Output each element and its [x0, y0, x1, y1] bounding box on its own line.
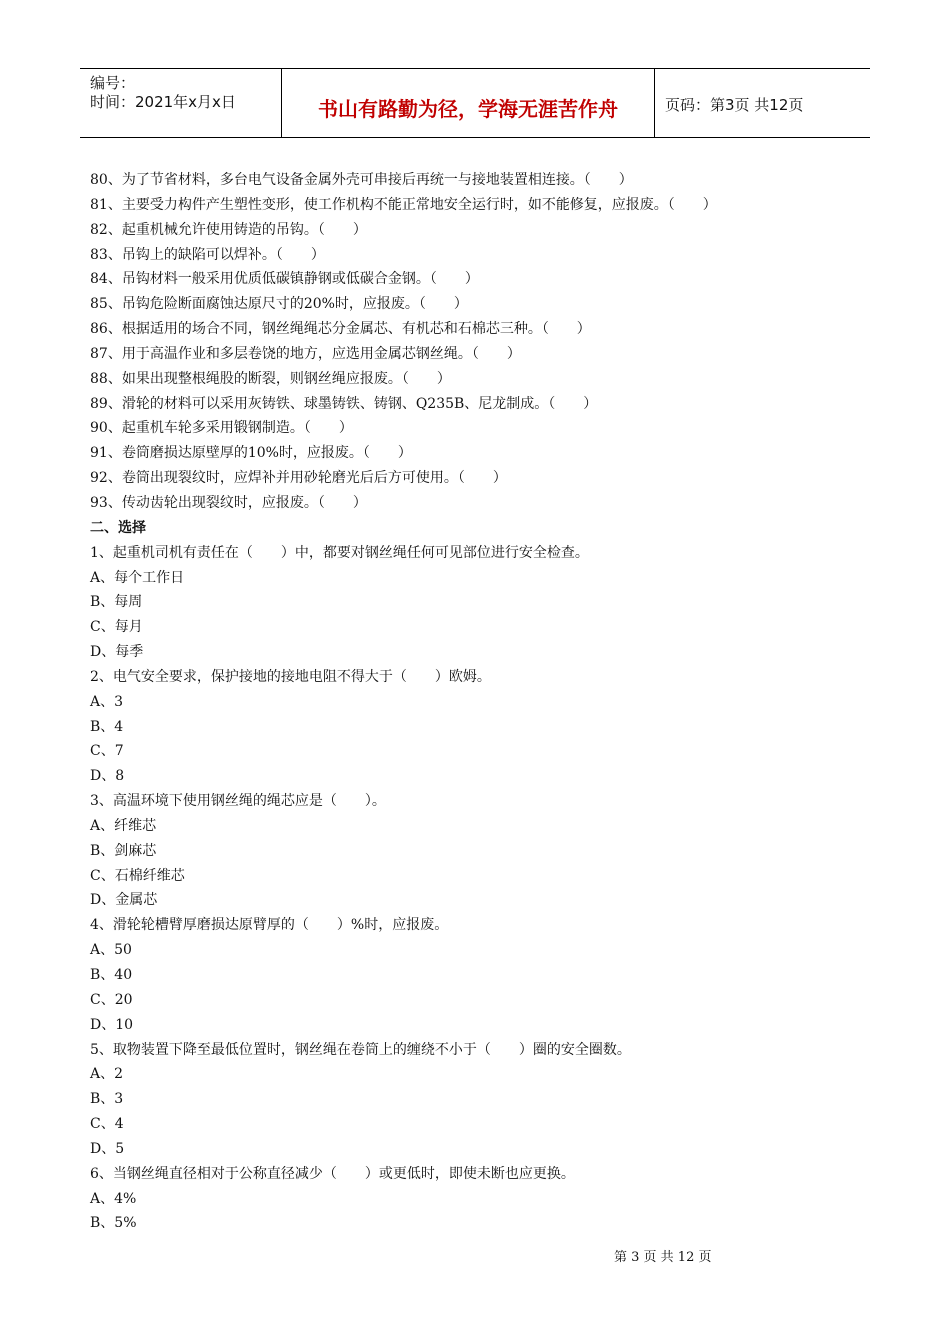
answer-option: A、3 [90, 693, 124, 710]
document-date-label: 时间：2021年x月x日 [90, 93, 236, 111]
header-meta [80, 69, 280, 137]
question-item: 83、吊钩上的缺陷可以焊补。（ ） [90, 246, 325, 263]
answer-option: B、40 [90, 967, 133, 983]
section-heading: 二、选择 [90, 519, 146, 536]
document-number-label: 编号： [90, 74, 136, 92]
answer-option: D、每季 [90, 644, 144, 661]
answer-option: C、20 [90, 991, 133, 1008]
question-item: 86、根据适用的场合不同，钢丝绳绳芯分金属芯、有机芯和石棉芯三种。（ ） [90, 321, 591, 338]
answer-option: C、4 [90, 1116, 124, 1133]
page-header [80, 68, 870, 138]
question-item: 5、取物装置下降至最低位置时，钢丝绳在卷筒上的缠绕不小于（ ）圈的安全圈数。 [90, 1041, 631, 1058]
answer-option: A、纤维芯 [90, 817, 157, 834]
question-item: 93、传动齿轮出现裂纹时，应报废。（ ） [90, 494, 367, 511]
question-item: 91、卷筒磨损达原壁厚的10%时，应报废。（ ） [90, 445, 412, 462]
answer-option: D、金属芯 [90, 892, 158, 909]
question-item: 88、如果出现整根绳股的断裂，则钢丝绳应报废。（ ） [90, 370, 451, 387]
answer-option: C、每月 [90, 619, 143, 636]
question-item: 90、起重机车轮多采用锻钢制造。（ ） [90, 420, 353, 437]
answer-option: D、10 [90, 1016, 134, 1033]
question-item: 6、当钢丝绳直径相对于公称直径减少（ ）或更低时，即使未断也应更换。 [90, 1165, 575, 1182]
answer-option: A、2 [90, 1066, 124, 1083]
answer-option: D、8 [90, 768, 125, 785]
document-body [90, 168, 850, 1236]
question-item: 87、用于高温作业和多层卷饶的地方，应选用金属芯钢丝绳。（ ） [90, 345, 521, 362]
question-item: 4、滑轮轮槽臂厚磨损达原臂厚的（ ）%时，应报废。 [90, 917, 449, 934]
question-item: 80、为了节省材料，多台电气设备金属外壳可串接后再统一与接地装置相连接。（ ） [90, 172, 633, 188]
question-item: 82、起重机械允许使用铸造的吊钩。（ ） [90, 221, 367, 238]
page-footer: 第 3 页 共 12 页 [614, 1250, 712, 1265]
question-item: 2、电气安全要求，保护接地的接地电阻不得大于（ ）欧姆。 [90, 668, 491, 685]
answer-option: B、5% [90, 1215, 137, 1232]
header-motto: 书山有路勤为径，学海无涯苦作舟 [318, 97, 618, 121]
question-item: 92、卷筒出现裂纹时，应焊补并用砂轮磨光后后方可使用。（ ） [90, 470, 507, 487]
header-page-cell [655, 69, 870, 137]
question-item: 85、吊钩危险断面腐蚀达原尺寸的20%时，应报废。（ ） [90, 296, 468, 313]
question-item: 3、高温环境下使用钢丝绳的绳芯应是（ ）。 [90, 793, 386, 810]
answer-option: A、每个工作日 [90, 569, 185, 586]
answer-option: A、4% [90, 1190, 137, 1207]
question-item: 1、起重机司机有责任在（ ）中，都要对钢丝绳任何可见部位进行安全检查。 [90, 544, 589, 561]
answer-option: C、7 [90, 743, 124, 760]
question-item: 89、滑轮的材料可以采用灰铸铁、球墨铸铁、铸钢、Q235B、尼龙制成。（ ） [90, 395, 598, 412]
answer-option: B、剑麻芯 [90, 842, 157, 859]
answer-option: A、50 [90, 942, 132, 959]
answer-option: B、3 [90, 1091, 124, 1108]
answer-option: D、5 [90, 1140, 125, 1157]
answer-option: B、每周 [90, 594, 143, 611]
header-page-number: 页码：第3页 共12页 [665, 96, 804, 114]
header-motto-cell [281, 69, 655, 137]
question-item: 84、吊钩材料一般采用优质低碳镇静钢或低碳合金钢。（ ） [90, 271, 479, 288]
answer-option: B、4 [90, 718, 124, 735]
answer-option: C、石棉纤维芯 [90, 867, 185, 884]
question-item: 81、主要受力构件产生塑性变形，使工作机构不能正常地安全运行时，如不能修复，应报废。（ ） [90, 196, 717, 213]
